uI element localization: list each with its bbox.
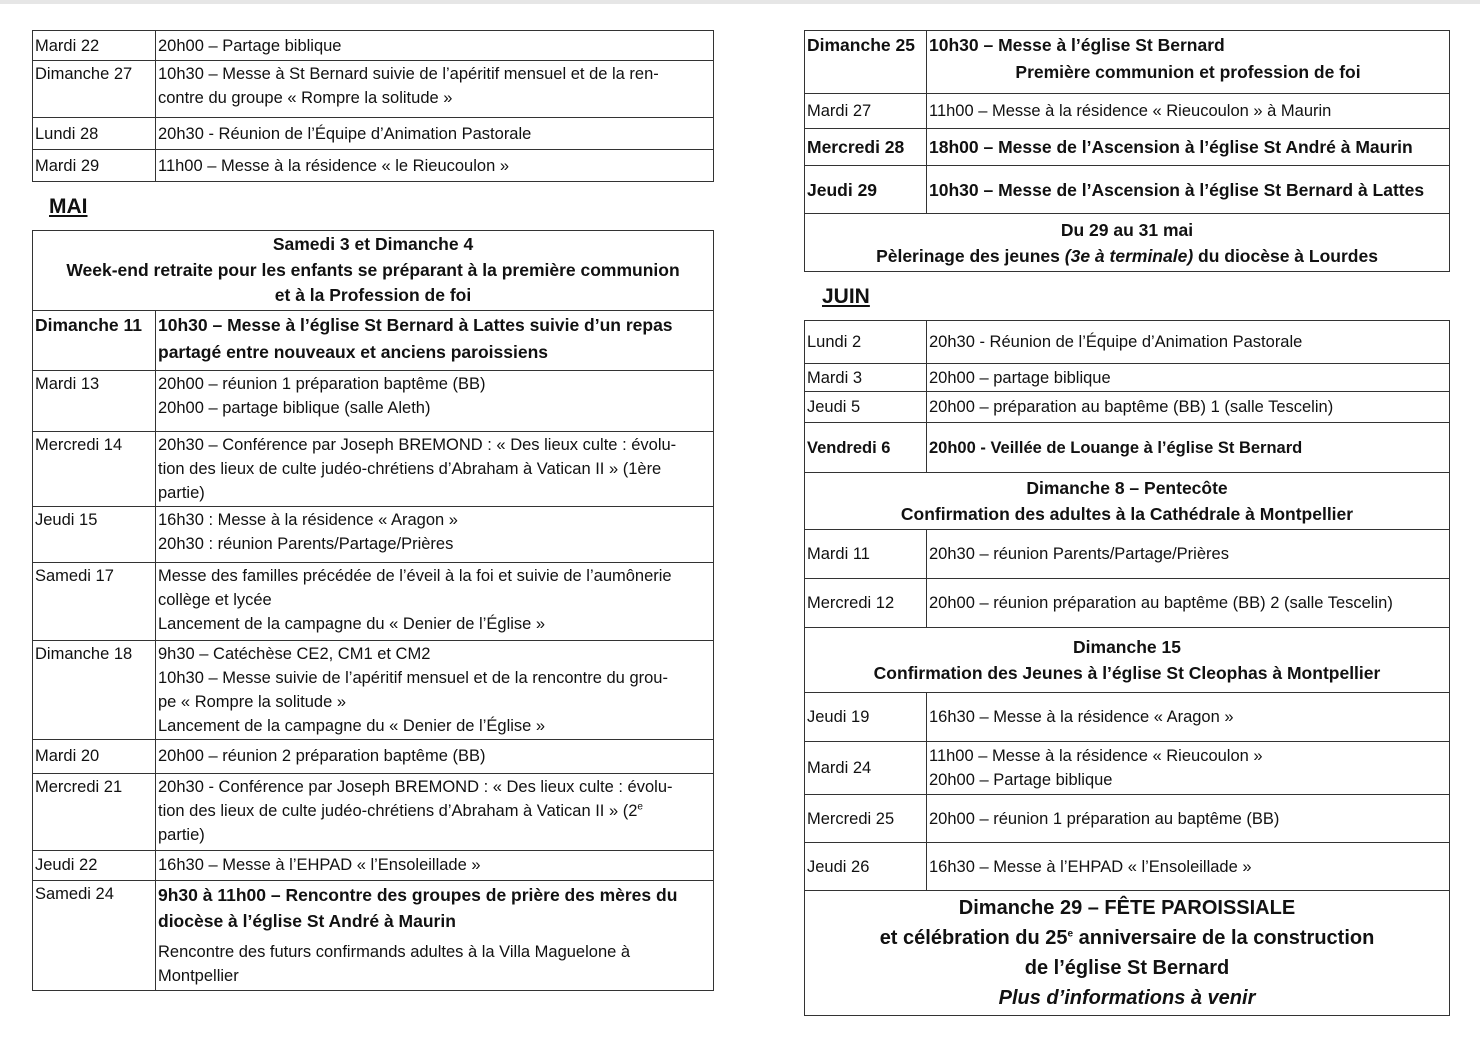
- event-line: 20h00 – réunion 1 préparation baptême (BB): [158, 374, 486, 393]
- youth-confirmation-date: Dimanche 15: [1073, 637, 1181, 657]
- event-cell: [156, 506, 714, 562]
- table-row: [805, 693, 1450, 742]
- table-row: [805, 129, 1450, 166]
- event-cell: [156, 880, 714, 990]
- event-cell: 20h00 - Veillée de Louange à l’église St Bernard: [927, 423, 1450, 473]
- event-line: tion des lieux de culte judéo-chrétiens d’Abraham à Vatican II » (2: [158, 801, 638, 820]
- event-cell: [156, 431, 714, 506]
- day-cell: Mardi 20: [33, 739, 156, 773]
- day-cell: Lundi 2: [805, 321, 927, 364]
- event-line: tion des lieux de culte judéo-chrétiens d’Abraham à Vatican II » (1ère: [158, 459, 662, 478]
- event-line: Messe des familles précédée de l’éveil à la foi et suivie de l’aumônerie: [158, 566, 672, 585]
- table-row: [33, 150, 714, 182]
- day-cell: Jeudi 5: [805, 392, 927, 423]
- table-row: [33, 506, 714, 562]
- event-cell: 20h30 – réunion Parents/Partage/Prières: [927, 530, 1450, 579]
- anniversary-text-end: anniversaire de la construction: [1073, 927, 1375, 949]
- day-cell: Mardi 13: [33, 370, 156, 431]
- retreat-banner: [33, 231, 714, 311]
- mai-schedule-table: [32, 230, 714, 991]
- parish-feast-church: de l’église St Bernard: [1024, 957, 1230, 979]
- event-line: 11h00 – Messe à la résidence « Rieucoulon »: [929, 747, 1263, 765]
- mai-end-schedule-table: [804, 30, 1450, 272]
- event-cell: [156, 640, 714, 739]
- day-cell: Dimanche 27: [33, 61, 156, 118]
- pentecost-date: Dimanche 8 – Pentecôte: [1026, 478, 1228, 498]
- event-line: contre du groupe « Rompre la solitude »: [158, 89, 453, 107]
- day-cell: Mercredi 21: [33, 773, 156, 850]
- day-cell: Jeudi 15: [33, 506, 156, 562]
- pilgrimage-text-end: du diocèse à Lourdes: [1193, 245, 1378, 266]
- day-cell: Vendredi 6: [805, 423, 927, 473]
- event-cell: 20h30 - Réunion de l’Équipe d’Animation Pastorale: [927, 321, 1450, 364]
- day-cell: Mercredi 14: [33, 431, 156, 506]
- day-cell: Mercredi 28: [805, 129, 927, 166]
- pilgrimage-dates: Du 29 au 31 mai: [1060, 219, 1194, 240]
- day-cell: Mercredi 25: [805, 795, 927, 843]
- event-cell: 20h00 – partage biblique: [927, 364, 1450, 392]
- table-row: [33, 880, 714, 990]
- juin-schedule-table: [804, 320, 1450, 1016]
- table-row: [805, 628, 1450, 693]
- day-cell: Mardi 3: [805, 364, 927, 392]
- event-line-with-sup: [158, 799, 711, 823]
- parish-feast-banner: [805, 891, 1450, 1016]
- day-cell: Jeudi 19: [805, 693, 927, 742]
- day-cell: Dimanche 11: [33, 310, 156, 370]
- event-line: Montpellier: [158, 966, 239, 985]
- event-cell: 16h30 – Messe à l’EHPAD « l’Ensoleillade »: [927, 843, 1450, 891]
- event-line: 10h30 – Messe à St Bernard suivie de l’apéritif mensuel et de la ren-: [158, 65, 659, 83]
- event-line: diocèse à l’église St André à Maurin: [158, 910, 456, 931]
- event-line: 16h30 : Messe à la résidence « Aragon »: [158, 510, 458, 529]
- event-cell: 20h00 – réunion 1 préparation au baptême (BB): [927, 795, 1450, 843]
- event-line: Lancement de la campagne du « Denier de l’Église »: [158, 716, 546, 735]
- event-cell: 16h30 – Messe à l’EHPAD « l’Ensoleillade »: [156, 850, 714, 880]
- pilgrimage-banner: [805, 214, 1450, 272]
- event-line: partie): [158, 825, 205, 844]
- youth-confirmation-banner: [805, 628, 1450, 693]
- top-edge-strip: [0, 0, 1480, 4]
- day-cell: Mardi 11: [805, 530, 927, 579]
- table-row: [33, 850, 714, 880]
- retreat-date: Samedi 3 et Dimanche 4: [272, 234, 474, 254]
- table-row: [805, 795, 1450, 843]
- day-cell: Mardi 24: [805, 742, 927, 795]
- table-row: [33, 370, 714, 431]
- anniversary-text: et célébration du 25: [879, 927, 1068, 949]
- table-row: [33, 118, 714, 150]
- event-line: 20h00 – partage biblique (salle Aleth): [158, 398, 431, 417]
- table-row: [805, 579, 1450, 628]
- table-row: [805, 392, 1450, 423]
- event-line: Lancement de la campagne du « Denier de l’Église »: [158, 614, 546, 633]
- event-cell: 11h00 – Messe à la résidence « Rieucoulon » à Maurin: [927, 94, 1450, 129]
- day-cell: Dimanche 18: [33, 640, 156, 739]
- event-line: Rencontre des futurs confirmands adultes à la Villa Maguelone à: [158, 942, 631, 961]
- table-row: [805, 321, 1450, 364]
- table-row: [805, 166, 1450, 214]
- table-row: [33, 310, 714, 370]
- pilgrimage-title: [807, 243, 1447, 269]
- event-line: 20h30 - Conférence par Joseph BREMOND : « Des lieux culte : évolu-: [158, 777, 673, 796]
- event-cell: 11h00 – Messe à la résidence « le Rieucoulon »: [156, 150, 714, 182]
- day-cell: Samedi 17: [33, 562, 156, 640]
- table-row: [33, 31, 714, 61]
- event-cell: 20h00 – réunion préparation au baptême (BB) 2 (salle Tescelin): [927, 579, 1450, 628]
- more-info-note: Plus d’informations à venir: [998, 987, 1256, 1009]
- juin-heading: JUIN: [822, 285, 870, 308]
- event-line: 10h30 – Messe à l’église St Bernard: [929, 35, 1225, 55]
- event-line: partie): [158, 483, 205, 502]
- table-row: [805, 214, 1450, 272]
- table-row: [805, 423, 1450, 473]
- day-cell: Jeudi 29: [805, 166, 927, 214]
- pilgrimage-grades: (3e à terminale): [1064, 245, 1194, 266]
- event-cell: 20h00 – réunion 2 préparation baptême (BB): [156, 739, 714, 773]
- event-line: 9h30 à 11h00 – Rencontre des groupes de prière des mères du: [158, 884, 678, 905]
- table-row: [805, 94, 1450, 129]
- table-row: [33, 431, 714, 506]
- event-cell: 10h30 – Messe de l’Ascension à l’église St Bernard à Lattes: [927, 166, 1450, 214]
- parish-feast-line: [807, 923, 1447, 953]
- event-cell: [927, 742, 1450, 795]
- event-line: 20h00 – Partage biblique: [929, 771, 1113, 789]
- day-cell: Mardi 29: [33, 150, 156, 182]
- day-cell: Dimanche 25: [805, 31, 927, 94]
- event-subline: Première communion et profession de foi: [1015, 62, 1361, 82]
- table-row: [805, 473, 1450, 530]
- event-cell: 20h00 – préparation au baptême (BB) 1 (salle Tescelin): [927, 392, 1450, 423]
- retreat-title: Week-end retraite pour les enfants se préparant à la première communion: [66, 259, 680, 280]
- event-cell: [156, 370, 714, 431]
- event-line: pe « Rompre la solitude »: [158, 692, 347, 711]
- event-cell: [156, 310, 714, 370]
- event-cell: [156, 61, 714, 118]
- pilgrimage-text: Pèlerinage des jeunes: [876, 245, 1065, 266]
- event-cell: 16h30 – Messe à la résidence « Aragon »: [927, 693, 1450, 742]
- event-cell: [927, 31, 1450, 94]
- day-cell: Lundi 28: [33, 118, 156, 150]
- event-line: 9h30 – Catéchèse CE2, CM1 et CM2: [158, 644, 431, 663]
- table-row: [33, 739, 714, 773]
- table-row: [33, 640, 714, 739]
- event-cell: [156, 562, 714, 640]
- superscript: e: [637, 801, 643, 812]
- youth-confirmation-title: Confirmation des Jeunes à l’église St Cleophas à Montpellier: [873, 663, 1381, 683]
- day-cell: Mercredi 12: [805, 579, 927, 628]
- parish-feast-title: Dimanche 29 – FÊTE PAROISSIALE: [958, 897, 1296, 919]
- event-line: 20h30 – Conférence par Joseph BREMOND : « Des lieux culte : évolu-: [158, 435, 677, 454]
- day-cell: Mardi 27: [805, 94, 927, 129]
- table-row: [33, 61, 714, 118]
- table-row: [805, 364, 1450, 392]
- table-row: [33, 562, 714, 640]
- event-line: 10h30 – Messe à l’église St Bernard à Lattes suivie d’un repas: [158, 314, 673, 335]
- superscript: e: [1067, 928, 1074, 940]
- event-cell: 20h30 - Réunion de l’Équipe d’Animation Pastorale: [156, 118, 714, 150]
- mai-heading: MAI: [49, 195, 88, 218]
- day-cell: Jeudi 26: [805, 843, 927, 891]
- retreat-title-cont: et à la Profession de foi: [274, 285, 472, 305]
- event-line: 10h30 – Messe suivie de l’apéritif mensuel et de la rencontre du grou-: [158, 668, 668, 687]
- table-row: [33, 773, 714, 850]
- event-cell: 18h00 – Messe de l’Ascension à l’église St André à Maurin: [927, 129, 1450, 166]
- table-row: [805, 891, 1450, 1016]
- table-row: [33, 231, 714, 311]
- event-line: collège et lycée: [158, 590, 272, 609]
- table-row: [805, 843, 1450, 891]
- day-cell: Jeudi 22: [33, 850, 156, 880]
- table-row: [805, 31, 1450, 94]
- event-line: partagé entre nouveaux et anciens paroissiens: [158, 341, 549, 362]
- event-cell: 20h00 – Partage biblique: [156, 31, 714, 61]
- april-schedule-table: [32, 30, 714, 182]
- pentecost-banner: [805, 473, 1450, 530]
- table-row: [805, 742, 1450, 795]
- table-row: [805, 530, 1450, 579]
- day-cell: Samedi 24: [33, 880, 156, 990]
- event-cell: [156, 773, 714, 850]
- day-cell: Mardi 22: [33, 31, 156, 61]
- event-line: 20h30 : réunion Parents/Partage/Prières: [158, 534, 454, 553]
- pentecost-title: Confirmation des adultes à la Cathédrale à Montpellier: [900, 504, 1354, 524]
